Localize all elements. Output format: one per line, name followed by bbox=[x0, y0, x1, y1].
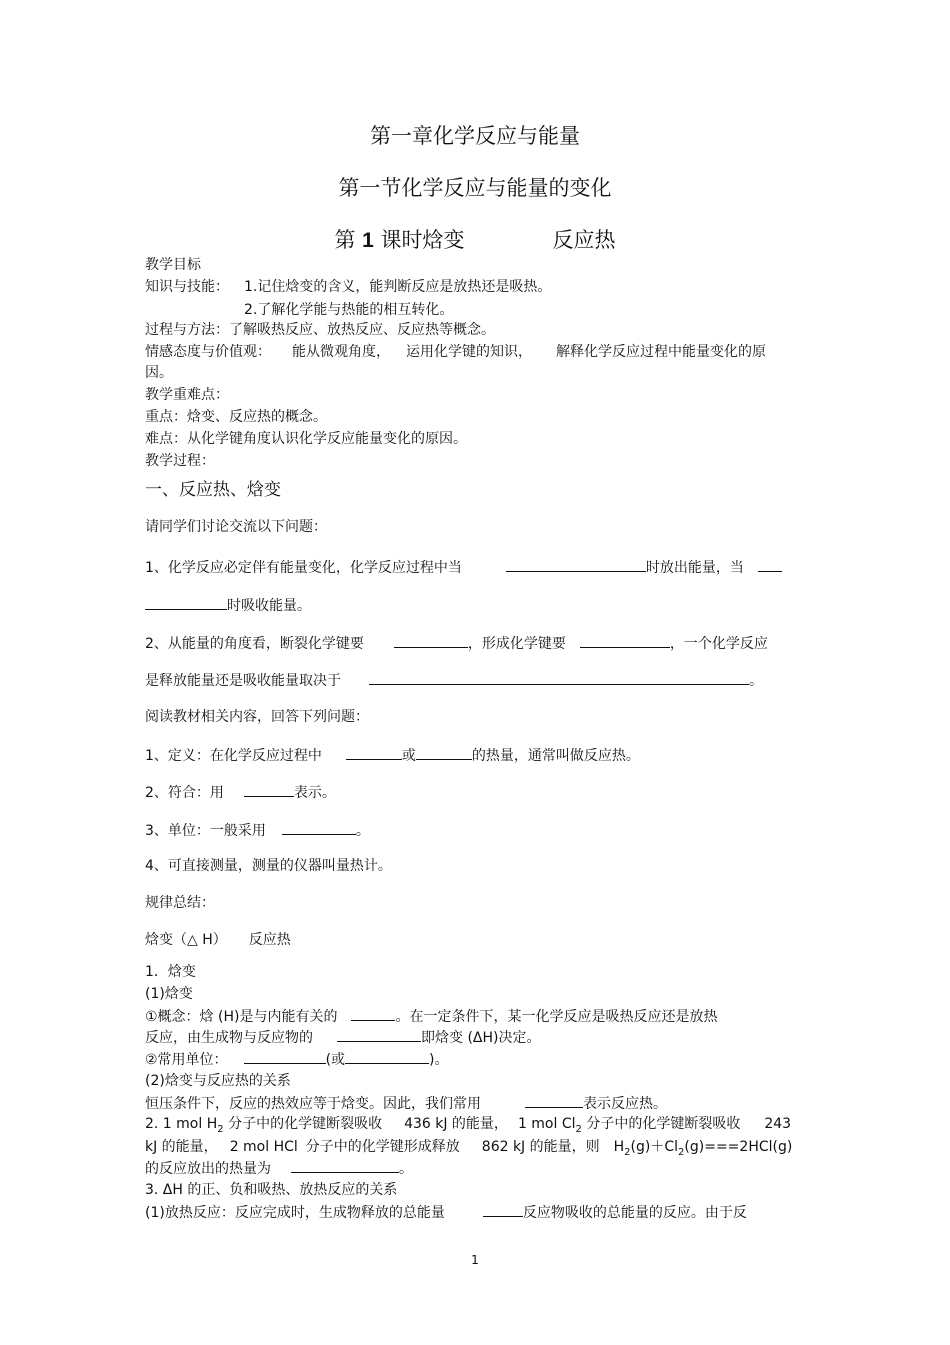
emotion-part-1: 能从微观角度， bbox=[292, 344, 390, 360]
hard-point: 难点：从化学键角度认识化学反应能量变化的原因。 bbox=[145, 431, 467, 447]
exothermic-line: (1)放热反应：反应完成时，生成物释放的总能量 反应物吸收的总能量的反应。由于反 bbox=[145, 1202, 747, 1222]
emotion-part-2: 运用化学键的知识， bbox=[406, 344, 532, 360]
emotion-part-4: 因。 bbox=[145, 365, 173, 381]
enthalpy-heading: 1．焓变 bbox=[145, 964, 196, 980]
summary-heading: 规律总结： bbox=[145, 895, 215, 911]
part1-heading: 一、反应热、焓变 bbox=[145, 480, 281, 500]
key-point: 重点：焓变、反应热的概念。 bbox=[145, 409, 327, 425]
constant-pressure-line: 恒压条件下，反应的热效应等于焓变。因此，我们常用 表示反应热。 bbox=[145, 1093, 667, 1113]
discuss-prompt: 请同学们讨论交流以下问题： bbox=[145, 519, 327, 535]
difficulty-heading: 教学重难点： bbox=[145, 387, 229, 403]
problem-2-line-1: 2. 1 mol $H_2$ 分子中的化学键断裂吸收 436 kJ 的能量， 1 mol $Cl_2$ 分子中的化学键断裂吸收 243 bbox=[145, 1116, 792, 1135]
knowledge-goal-2: 2.了解化学能与热能的相互转化。 bbox=[244, 302, 454, 318]
section-title: 第一节化学反应与能量的变化 bbox=[338, 176, 612, 200]
section-3-heading: 3. ΔH 的正、负和吸热、放热反应的关系 bbox=[145, 1182, 398, 1198]
concept-line-2: 反应，由生成物与反应物的 即焓变 (ΔH)决定。 bbox=[145, 1027, 540, 1047]
chapter-title: 第一章化学反应与能量 bbox=[370, 124, 580, 148]
definition-2: 2、符合：用 表示。 bbox=[145, 782, 336, 802]
question-1-line-1: 1、化学反应必定伴有能量变化，化学反应过程中当 时放出能量，当 bbox=[145, 557, 782, 577]
read-prompt: 阅读教材相关内容，回答下列问题： bbox=[145, 709, 369, 725]
question-2-line-1: 2、从能量的角度看，断裂化学键要 ，形成化学键要 ，一个化学反应 bbox=[145, 633, 768, 653]
problem-2-line-2: kJ 的能量， 2 mol HCl 分子中的化学键形成释放 862 kJ 的能量，则 $H_2(g)+Cl_2(g)===2HCl(g)$ bbox=[145, 1139, 793, 1158]
definition-1: 1、定义：在化学反应过程中 或 的热量，通常叫做反应热。 bbox=[145, 745, 640, 765]
relation-line: 焓变（△ H） 反应热 bbox=[145, 932, 291, 948]
process-heading: 教学过程： bbox=[145, 453, 215, 469]
goals-heading: 教学目标 bbox=[145, 257, 201, 273]
unit-line: ②常用单位： (或 )。 bbox=[145, 1049, 449, 1069]
question-2-line-2: 是释放能量还是吸收能量取决于 。 bbox=[145, 670, 763, 690]
knowledge-label: 知识与技能： bbox=[145, 279, 229, 295]
process-goal: 过程与方法：了解吸热反应、放热反应、反应热等概念。 bbox=[145, 322, 495, 338]
knowledge-goal-1: 1.记住焓变的含义，能判断反应是放热还是吸热。 bbox=[244, 279, 552, 295]
enthalpy-subheading: (1)焓变 bbox=[145, 986, 193, 1002]
emotion-label: 情感态度与价值观： bbox=[145, 344, 271, 360]
concept-line-1: ①概念：焓 (H)是与内能有关的 。在一定条件下，某一化学反应是吸热反应还是放热 bbox=[145, 1006, 717, 1026]
problem-2-line-3: 的反应放出的热量为 。 bbox=[145, 1158, 413, 1178]
question-1-line-2: 时吸收能量。 bbox=[145, 595, 311, 615]
emotion-part-3: 解释化学反应过程中能量变化的原 bbox=[556, 344, 766, 360]
relation-subheading: (2)焓变与反应热的关系 bbox=[145, 1073, 291, 1089]
lesson-title: 第 1 课时焓变 反应热 bbox=[334, 228, 616, 252]
definition-4: 4、可直接测量，测量的仪器叫量热计。 bbox=[145, 858, 392, 874]
definition-3: 3、单位：一般采用 。 bbox=[145, 820, 370, 840]
page-number: 1 bbox=[471, 1253, 479, 1267]
